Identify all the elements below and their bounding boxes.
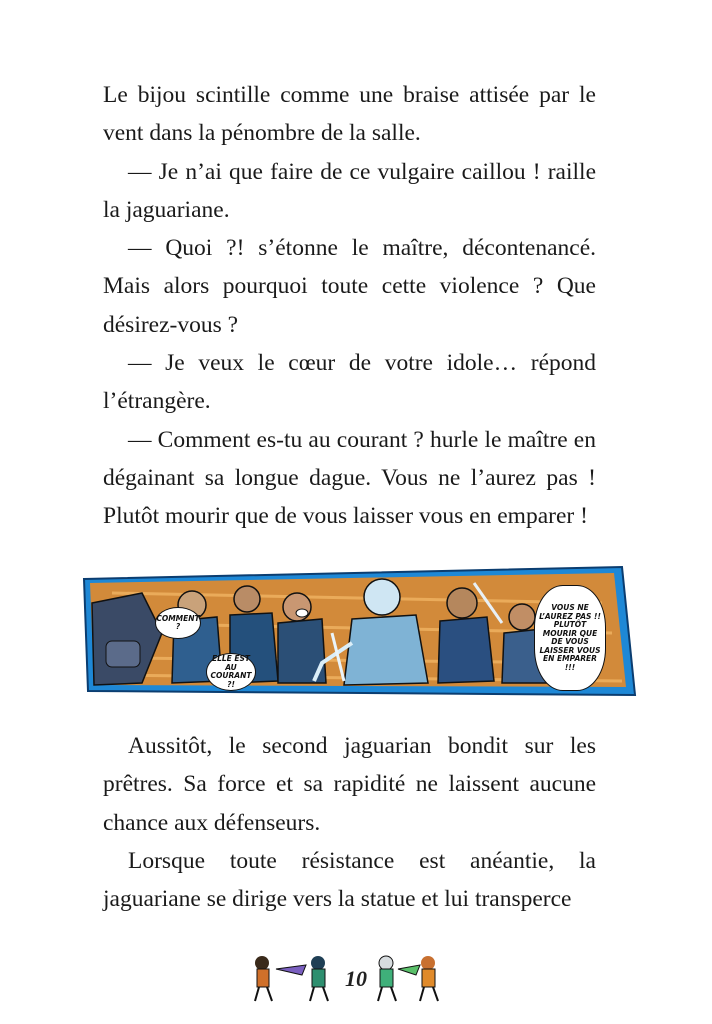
paragraph: — Quoi ?! s’étonne le maître, décontenancé. Mais alors pourquoi toute cette violence ? Que désirez-vous ?: [103, 235, 596, 338]
paragraph: Le bijou scintille comme une braise attisée par le vent dans la pénombre de la salle.: [103, 82, 596, 147]
speech-bubble: COMMENT ?: [155, 607, 201, 639]
paragraph: — Comment es-tu au courant ? hurle le maître en dégainant sa longue dague. Vous ne l’aurez pas ! Plutôt mourir que de vous laisser vous en emparer !: [103, 426, 596, 530]
page-number: 10: [345, 966, 367, 991]
paragraph: Aussitôt, le second jaguarian bondit sur les prêtres. Sa force et sa rapidité ne laissent aucune chance aux défenseurs.: [103, 733, 596, 836]
paragraph: — Je n’ai que faire de ce vulgaire caillou ! raille la jaguariane.: [103, 158, 596, 223]
comic-panel: [82, 563, 637, 703]
bottom-text-block: [103, 727, 596, 918]
top-text-block: [103, 76, 596, 536]
paragraph: — Je veux le cœur de votre idole… répond l’étrangère.: [103, 350, 596, 415]
speech-bubble: VOUS NE L’AUREZ PAS !! PLUTÔT MOURIR QUE DE VOUS LAISSER VOUS EN EMPARER !!!: [534, 585, 606, 691]
paragraph: Lorsque toute résistance est anéantie, la jaguariane se dirige vers la statue et lui transperce: [103, 847, 596, 913]
speech-bubble: ELLE EST AU COURANT ?!: [206, 653, 256, 691]
